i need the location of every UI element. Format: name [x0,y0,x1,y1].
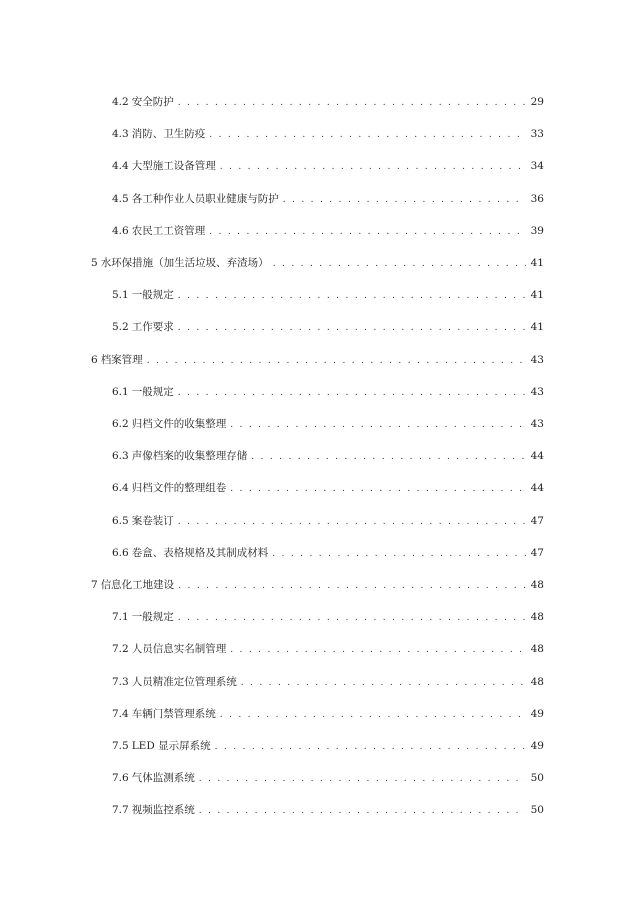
toc-entry-page-number: 39 [530,224,544,237]
toc-entry-title: 安全防护 [131,96,174,108]
toc-entry-number: 6.4 [112,482,129,495]
toc-entry-page-number: 44 [530,450,544,463]
toc-dot-leader [220,159,526,175]
toc-entry-title: 一般规定 [131,611,174,624]
toc-entry[interactable] [112,641,544,657]
toc-dot-leader [220,707,526,723]
toc-entry[interactable] [112,513,544,529]
toc-entry-title: 卷盒、表格规格及其制成材料 [131,546,269,559]
toc-entry[interactable] [112,158,544,174]
toc-entry-title: 一般规定 [131,385,174,398]
toc-entry[interactable] [112,287,544,303]
toc-dot-leader [178,95,526,111]
toc-entry-title: 归档文件的整理组卷 [131,482,227,495]
toc-entry-number: 6.6 [112,546,129,559]
toc-entry[interactable] [112,480,544,496]
toc-dot-leader [251,449,526,465]
toc-dot-leader [178,610,526,626]
toc-entry-number: 6.1 [112,385,129,398]
toc-dot-leader [147,353,526,369]
toc-entry-title: 各工种作业人员职业健康与防护 [131,192,279,205]
toc-entry-title: 信息化工地建设 [100,579,175,591]
toc-dot-leader [199,771,526,787]
toc-entry-number: 5.1 [112,289,129,302]
toc-entry[interactable] [112,384,544,400]
toc-entry[interactable] [91,577,544,593]
toc-entry[interactable] [112,448,544,464]
toc-entry[interactable] [112,770,544,786]
toc-entry-number: 4.2 [112,96,129,108]
toc-dot-leader [199,803,526,819]
toc-entry-title: 一般规定 [131,289,174,302]
toc-entry-page-number: 44 [530,482,544,495]
toc-entry[interactable] [112,94,544,110]
toc-entry-number: 4.6 [112,224,129,237]
toc-entry-page-number: 43 [530,418,544,430]
toc-entry-number: 5 [91,257,98,269]
toc-entry-number: 6.2 [112,418,129,430]
toc-entry-number: 4.4 [112,160,129,173]
toc-entry[interactable] [112,223,544,239]
toc-entry-number: 4.5 [112,192,129,205]
toc-entry-number: 4.3 [112,128,129,141]
toc-entry-page-number: 47 [530,514,544,527]
toc-dot-leader [273,256,526,272]
toc-dot-leader [178,288,526,304]
toc-entry-title: 消防、卫生防疫 [131,128,206,141]
toc-dot-leader [230,417,526,433]
toc-entry-number: 7.7 [112,804,129,817]
toc-entry[interactable] [112,674,544,690]
toc-entry-number: 6 [91,353,98,366]
toc-entry-page-number: 48 [530,643,544,656]
toc-dot-leader [209,224,526,240]
toc-entry[interactable] [112,609,544,625]
toc-entry-page-number: 34 [530,160,544,173]
toc-entry-page-number: 41 [530,257,544,269]
toc-entry-number: 7.6 [112,772,129,785]
toc-entry-page-number: 50 [530,772,544,785]
toc-entry[interactable] [112,319,544,335]
toc-dot-leader [209,127,526,143]
toc-entry-title: 水环保措施（加生活垃圾、弃渣场） [100,257,269,269]
toc-entry-number: 7.2 [112,643,129,656]
toc-entry[interactable] [91,352,544,368]
toc-entry-page-number: 49 [530,707,544,720]
toc-entry-title: 人员精准定位管理系统 [131,675,237,688]
toc-dot-leader [230,481,526,497]
toc-entry-title: 档案管理 [100,353,143,366]
toc-entry-title: 归档文件的收集整理 [131,418,227,430]
toc-entry-page-number: 33 [530,128,544,141]
toc-dot-leader [178,578,526,594]
toc-entry-title: 农民工工资管理 [131,224,206,237]
toc-dot-leader [272,546,526,562]
toc-entry-title: LED 显示屏系统 [131,740,211,752]
toc-dot-leader [178,320,526,336]
toc-entry-title: 声像档案的收集整理存储 [131,450,248,463]
toc-entry-page-number: 49 [530,740,544,752]
toc-entry-page-number: 36 [530,192,544,205]
toc-entry-page-number: 29 [530,96,544,108]
toc-entry-number: 7.3 [112,675,129,688]
toc-entry-page-number: 47 [530,546,544,559]
toc-entry-page-number: 43 [530,353,544,366]
toc-entry-page-number: 48 [530,579,544,591]
toc-entry[interactable] [112,126,544,142]
toc-entry-title: 车辆门禁管理系统 [131,707,216,720]
toc-dot-leader [283,192,526,208]
toc-entry-number: 6.5 [112,514,129,527]
toc-entry-title: 案卷装订 [131,514,174,527]
toc-entry-page-number: 50 [530,804,544,817]
toc-entry-number: 7.5 [112,740,129,752]
toc-entry-number: 5.2 [112,321,129,334]
toc-entry-number: 7 [91,579,98,591]
toc-entry-number: 7.1 [112,611,129,624]
toc-entry[interactable] [112,416,544,432]
toc-entry-page-number: 48 [530,611,544,624]
toc-entry-page-number: 41 [530,289,544,302]
toc-entry-title: 气体监测系统 [131,772,195,785]
toc-entry[interactable] [112,191,544,207]
toc-entry-number: 7.4 [112,707,129,720]
toc-entry-title: 工作要求 [131,321,174,334]
toc-dot-leader [230,642,526,658]
toc-entry-title: 大型施工设备管理 [131,160,216,173]
toc-dot-leader [215,739,526,755]
toc-entry-page-number: 48 [530,675,544,688]
toc-entry-page-number: 41 [530,321,544,334]
toc-entry[interactable] [112,802,544,818]
toc-entry[interactable] [91,255,544,271]
toc-dot-leader [178,514,526,530]
toc-dot-leader [241,675,526,691]
toc-entry[interactable] [112,706,544,722]
toc-entry[interactable] [112,738,544,754]
toc-entry-title: 人员信息实名制管理 [131,643,227,656]
toc-entry-number: 6.3 [112,450,129,463]
toc-dot-leader [178,385,526,401]
toc-entry-title: 视频监控系统 [131,804,195,817]
toc-entry-page-number: 43 [530,385,544,398]
toc-entry[interactable] [112,545,544,561]
